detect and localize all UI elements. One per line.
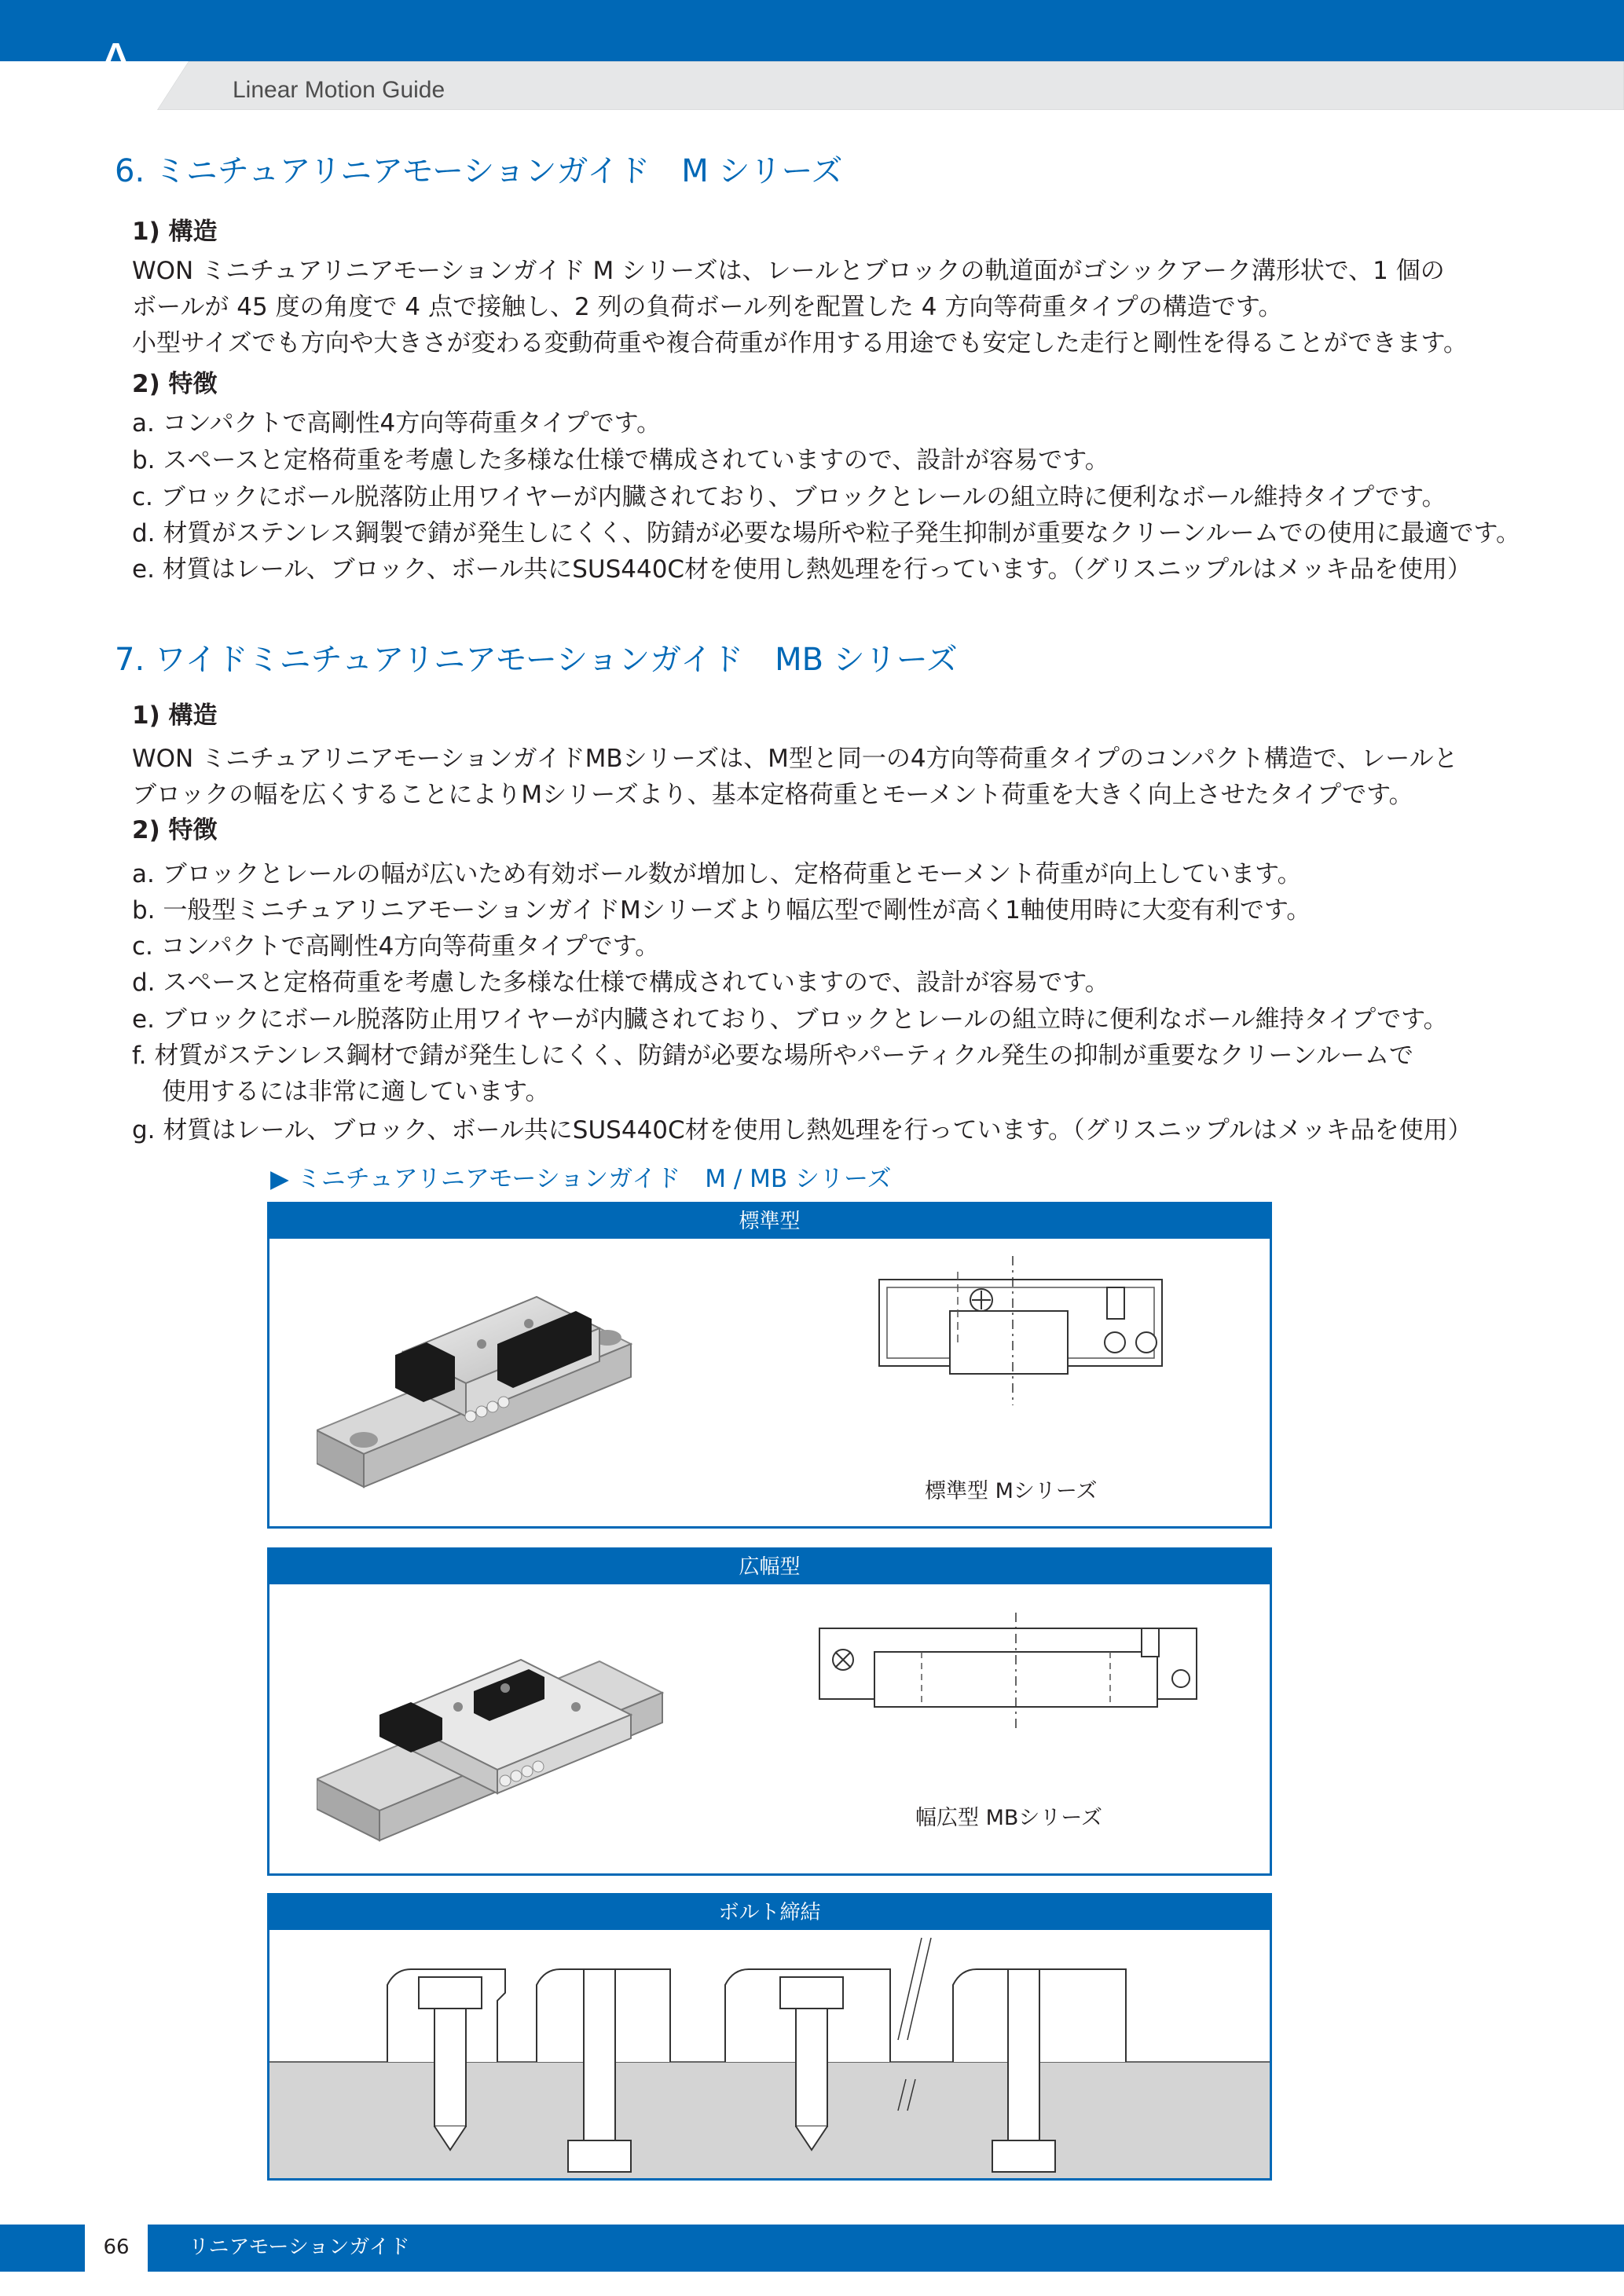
header-subtitle: Linear Motion Guide — [233, 77, 445, 103]
panel-bolt-fastening — [267, 1893, 1272, 2181]
feature-item: c. コンパクトで高剛性4方向等荷重タイプです。 — [132, 932, 660, 961]
panel-title: ボルト締結 — [269, 1895, 1270, 1930]
standard-cross-section-drawing — [871, 1256, 1178, 1405]
standard-block-isometric-illustration — [317, 1251, 662, 1518]
section7-structure-text — [132, 741, 1458, 813]
text-line: WON ミニチュアリニアモーションガイドMBシリーズは、M型と同一の4方向等荷重タイプのコンパクト構造で、レールと — [132, 745, 1458, 773]
feature-item: a. コンパクトで高剛性4方向等荷重タイプです。 — [132, 409, 662, 438]
section7-features-heading: 2) 特徴 — [132, 816, 218, 844]
panel-wide — [267, 1547, 1272, 1876]
text-line: WON ミニチュアリニアモーションガイド M シリーズは、レールとブロックの軌道面がゴシックアーク溝形状で、1 個の — [132, 257, 1445, 285]
section6-structure-text — [132, 253, 1468, 361]
feature-item-continued: 使用するには非常に適しています。 — [162, 1078, 550, 1106]
feature-item: e. ブロックにボール脱落防止用ワイヤーが内臓されており、ブロックとレールの組立時に便利なボール維持タイプです。 — [132, 1005, 1448, 1034]
feature-item: g. 材質はレール、ブロック、ボール共にSUS440C材を使用し熱処理を行っています。（グリスニップルはメッキ品を使用） — [132, 1116, 1472, 1144]
feature-item: c. ブロックにボール脱落防止用ワイヤーが内臓されており、ブロックとレールの組立時に便利なボール維持タイプです。 — [132, 483, 1446, 511]
text-line: ボールが 45 度の角度で 4 点で接触し、2 列の負荷ボール列を配置した 4 方向等荷重タイプの構造です。 — [132, 293, 1283, 321]
feature-item: d. スペースと定格荷重を考慮した多様な仕様で構成されていますので、設計が容易です。 — [132, 969, 1109, 997]
text-line: ブロックの幅を広くすることによりMシリーズより、基本定格荷重とモーメント荷重を大きく向上させたタイプです。 — [132, 781, 1413, 809]
section6-structure-heading: 1) 構造 — [132, 218, 218, 246]
page-number: 66 — [103, 2236, 130, 2259]
feature-item: e. 材質はレール、ブロック、ボール共にSUS440C材を使用し熱処理を行っています。（グリスニップルはメッキ品を使用） — [132, 555, 1472, 584]
section7-structure-heading: 1) 構造 — [132, 701, 218, 730]
wide-block-isometric-illustration — [317, 1597, 678, 1864]
section7-title: 7. ワイドミニチュアリニアモーションガイド MB シリーズ — [115, 642, 958, 678]
footer-title: リニアモーションガイド — [189, 2236, 410, 2259]
feature-item: b. スペースと定格荷重を考慮した多様な仕様で構成されていますので、設計が容易です。 — [132, 446, 1109, 474]
chapter-letter: A — [97, 31, 134, 93]
wide-series-label: 幅広型 MBシリーズ — [915, 1806, 1103, 1830]
text-line: 小型サイズでも方向や大きさが変わる変動荷重や複合荷重が作用する用途でも安定した走行と剛性を得ることができます。 — [132, 329, 1468, 357]
header-band — [0, 0, 1624, 61]
figure-caption: ▶ ミニチュアリニアモーションガイド M / MB シリーズ — [270, 1165, 892, 1193]
section6-features-heading: 2) 特徴 — [132, 370, 218, 398]
feature-item: a. ブロックとレールの幅が広いため有効ボール数が増加し、定格荷重とモーメント荷重が向上しています。 — [132, 860, 1302, 888]
feature-item: b. 一般型ミニチュアリニアモーションガイドMシリーズより幅広型で剛性が高く1軸使用時に大変有利です。 — [132, 896, 1311, 925]
bolt-fastening-drawing — [269, 1930, 1270, 2178]
standard-series-label: 標準型 Mシリーズ — [925, 1479, 1098, 1503]
panel-standard — [267, 1202, 1272, 1529]
feature-item: d. 材質がステンレス鋼製で錆が発生しにくく、防錆が必要な場所や粒子発生抑制が重要なクリーンルームでの使用に最適です。 — [132, 519, 1521, 547]
panel-title: 広幅型 — [269, 1550, 1270, 1584]
wide-cross-section-drawing — [812, 1613, 1204, 1730]
panel-title: 標準型 — [269, 1204, 1270, 1239]
section6-title: 6. ミニチュアリニアモーションガイド M シリーズ — [115, 153, 843, 189]
feature-item: f. 材質がステンレス鋼材で錆が発生しにくく、防錆が必要な場所やパーティクル発生の抑制が重要なクリーンルームで — [132, 1042, 1414, 1070]
